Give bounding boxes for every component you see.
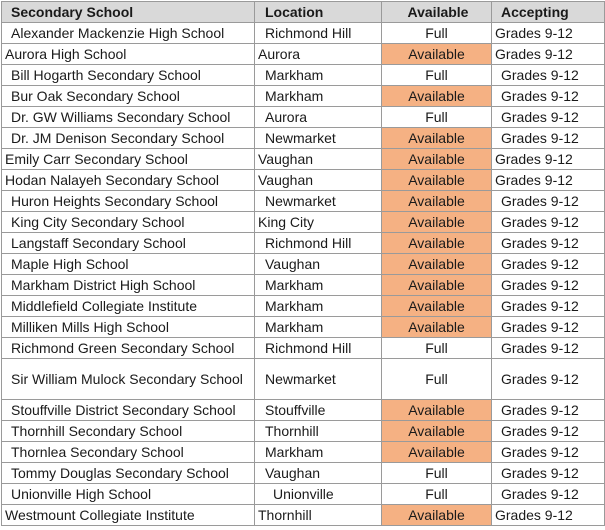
table-row <box>2 170 605 191</box>
cell-available[interactable]: Available <box>382 400 492 421</box>
cell-school[interactable]: Emily Carr Secondary School <box>2 149 255 170</box>
cell-available[interactable]: Available <box>382 128 492 149</box>
cell-accepting[interactable]: Grades 9-12 <box>492 254 605 275</box>
cell-location[interactable]: Aurora <box>255 44 382 65</box>
cell-location[interactable]: Unionville <box>255 484 382 505</box>
cell-available[interactable]: Available <box>382 170 492 191</box>
cell-location[interactable]: Newmarket <box>255 359 382 400</box>
cell-accepting[interactable]: Grades 9-12 <box>492 128 605 149</box>
cell-location[interactable]: Aurora <box>255 107 382 128</box>
table-row <box>2 275 605 296</box>
cell-location[interactable]: Markham <box>255 442 382 463</box>
cell-location[interactable]: Vaughan <box>255 254 382 275</box>
header-school[interactable]: Secondary School <box>2 2 255 23</box>
table-row <box>2 359 605 400</box>
cell-location[interactable]: Newmarket <box>255 128 382 149</box>
cell-school[interactable]: Thornhill Secondary School <box>2 421 255 442</box>
cell-accepting[interactable]: Grades 9-12 <box>492 359 605 400</box>
table-row <box>2 65 605 86</box>
header-available[interactable]: Available <box>382 2 492 23</box>
cell-accepting[interactable]: Grades 9-12 <box>492 170 605 191</box>
cell-accepting[interactable]: Grades 9-12 <box>492 421 605 442</box>
cell-location[interactable]: Richmond Hill <box>255 23 382 44</box>
cell-accepting[interactable]: Grades 9-12 <box>492 484 605 505</box>
cell-school[interactable]: Markham District High School <box>2 275 255 296</box>
cell-school[interactable]: Richmond Green Secondary School <box>2 338 255 359</box>
cell-accepting[interactable]: Grades 9-12 <box>492 338 605 359</box>
cell-available[interactable]: Available <box>382 317 492 338</box>
header-location[interactable]: Location <box>255 2 382 23</box>
header-row <box>2 2 605 23</box>
cell-accepting[interactable]: Grades 9-12 <box>492 86 605 107</box>
cell-school[interactable]: Aurora High School <box>2 44 255 65</box>
cell-available[interactable]: Full <box>382 484 492 505</box>
table-row <box>2 212 605 233</box>
cell-available[interactable]: Full <box>382 338 492 359</box>
cell-available[interactable]: Available <box>382 442 492 463</box>
cell-available[interactable]: Full <box>382 65 492 86</box>
table-row <box>2 86 605 107</box>
table-row <box>2 296 605 317</box>
cell-location[interactable]: Markham <box>255 317 382 338</box>
cell-accepting[interactable]: Grades 9-12 <box>492 23 605 44</box>
cell-school[interactable]: Dr. GW Williams Secondary School <box>2 107 255 128</box>
cell-school[interactable]: Maple High School <box>2 254 255 275</box>
cell-accepting[interactable]: Grades 9-12 <box>492 442 605 463</box>
cell-location[interactable]: Richmond Hill <box>255 338 382 359</box>
header-accepting[interactable]: Accepting <box>492 2 605 23</box>
cell-accepting[interactable]: Grades 9-12 <box>492 149 605 170</box>
cell-accepting[interactable]: Grades 9-12 <box>492 296 605 317</box>
table-row <box>2 338 605 359</box>
cell-school[interactable]: Alexander Mackenzie High School <box>2 23 255 44</box>
table-row <box>2 149 605 170</box>
table-row <box>2 400 605 421</box>
cell-accepting[interactable]: Grades 9-12 <box>492 400 605 421</box>
cell-accepting[interactable]: Grades 9-12 <box>492 505 605 526</box>
cell-school[interactable]: Tommy Douglas Secondary School <box>2 463 255 484</box>
cell-school[interactable]: Middlefield Collegiate Institute <box>2 296 255 317</box>
cell-location[interactable]: Markham <box>255 296 382 317</box>
cell-school[interactable]: Unionville High School <box>2 484 255 505</box>
cell-location[interactable]: Richmond Hill <box>255 233 382 254</box>
cell-available[interactable]: Available <box>382 233 492 254</box>
table-row <box>2 233 605 254</box>
cell-school[interactable]: Milliken Mills High School <box>2 317 255 338</box>
cell-school[interactable]: Thornlea Secondary School <box>2 442 255 463</box>
cell-available[interactable]: Available <box>382 275 492 296</box>
cell-available[interactable]: Available <box>382 254 492 275</box>
cell-available[interactable]: Available <box>382 149 492 170</box>
cell-location[interactable]: Thornhill <box>255 421 382 442</box>
schools-table <box>1 1 605 526</box>
cell-school[interactable]: Langstaff Secondary School <box>2 233 255 254</box>
cell-accepting[interactable]: Grades 9-12 <box>492 65 605 86</box>
cell-school[interactable]: Huron Heights Secondary School <box>2 191 255 212</box>
cell-available[interactable]: Available <box>382 505 492 526</box>
cell-location[interactable]: King City <box>255 212 382 233</box>
cell-available[interactable]: Available <box>382 296 492 317</box>
cell-school[interactable]: Stouffville District Secondary School <box>2 400 255 421</box>
cell-accepting[interactable]: Grades 9-12 <box>492 317 605 338</box>
table-row <box>2 317 605 338</box>
cell-available[interactable]: Full <box>382 463 492 484</box>
cell-school[interactable]: Westmount Collegiate Institute <box>2 505 255 526</box>
cell-location[interactable]: Newmarket <box>255 191 382 212</box>
table-row <box>2 254 605 275</box>
cell-location[interactable]: Vaughan <box>255 149 382 170</box>
cell-location[interactable]: Markham <box>255 65 382 86</box>
cell-accepting[interactable]: Grades 9-12 <box>492 107 605 128</box>
cell-location[interactable]: Markham <box>255 275 382 296</box>
table-row <box>2 44 605 65</box>
table-row <box>2 421 605 442</box>
cell-school[interactable]: King City Secondary School <box>2 212 255 233</box>
cell-available[interactable]: Available <box>382 86 492 107</box>
cell-school[interactable]: Hodan Nalayeh Secondary School <box>2 170 255 191</box>
table-row <box>2 484 605 505</box>
table-row <box>2 463 605 484</box>
cell-school[interactable]: Bill Hogarth Secondary School <box>2 65 255 86</box>
cell-available[interactable]: Available <box>382 44 492 65</box>
cell-accepting[interactable]: Grades 9-12 <box>492 275 605 296</box>
cell-location[interactable]: Vaughan <box>255 463 382 484</box>
cell-available[interactable]: Available <box>382 421 492 442</box>
table-row <box>2 128 605 149</box>
cell-location[interactable]: Markham <box>255 86 382 107</box>
cell-accepting[interactable]: Grades 9-12 <box>492 463 605 484</box>
cell-accepting[interactable]: Grades 9-12 <box>492 233 605 254</box>
table-row <box>2 107 605 128</box>
cell-accepting[interactable]: Grades 9-12 <box>492 191 605 212</box>
table-row <box>2 23 605 44</box>
cell-school[interactable]: Sir William Mulock Secondary School <box>2 359 255 400</box>
cell-accepting[interactable]: Grades 9-12 <box>492 44 605 65</box>
cell-accepting[interactable]: Grades 9-12 <box>492 212 605 233</box>
cell-available[interactable]: Full <box>382 359 492 400</box>
cell-school[interactable]: Dr. JM Denison Secondary School <box>2 128 255 149</box>
cell-available[interactable]: Available <box>382 212 492 233</box>
cell-location[interactable]: Thornhill <box>255 505 382 526</box>
cell-available[interactable]: Full <box>382 23 492 44</box>
table-body <box>2 23 605 526</box>
table-row <box>2 442 605 463</box>
cell-available[interactable]: Available <box>382 191 492 212</box>
table-row <box>2 191 605 212</box>
table-row <box>2 505 605 526</box>
cell-location[interactable]: Vaughan <box>255 170 382 191</box>
cell-available[interactable]: Full <box>382 107 492 128</box>
cell-location[interactable]: Stouffville <box>255 400 382 421</box>
cell-school[interactable]: Bur Oak Secondary School <box>2 86 255 107</box>
